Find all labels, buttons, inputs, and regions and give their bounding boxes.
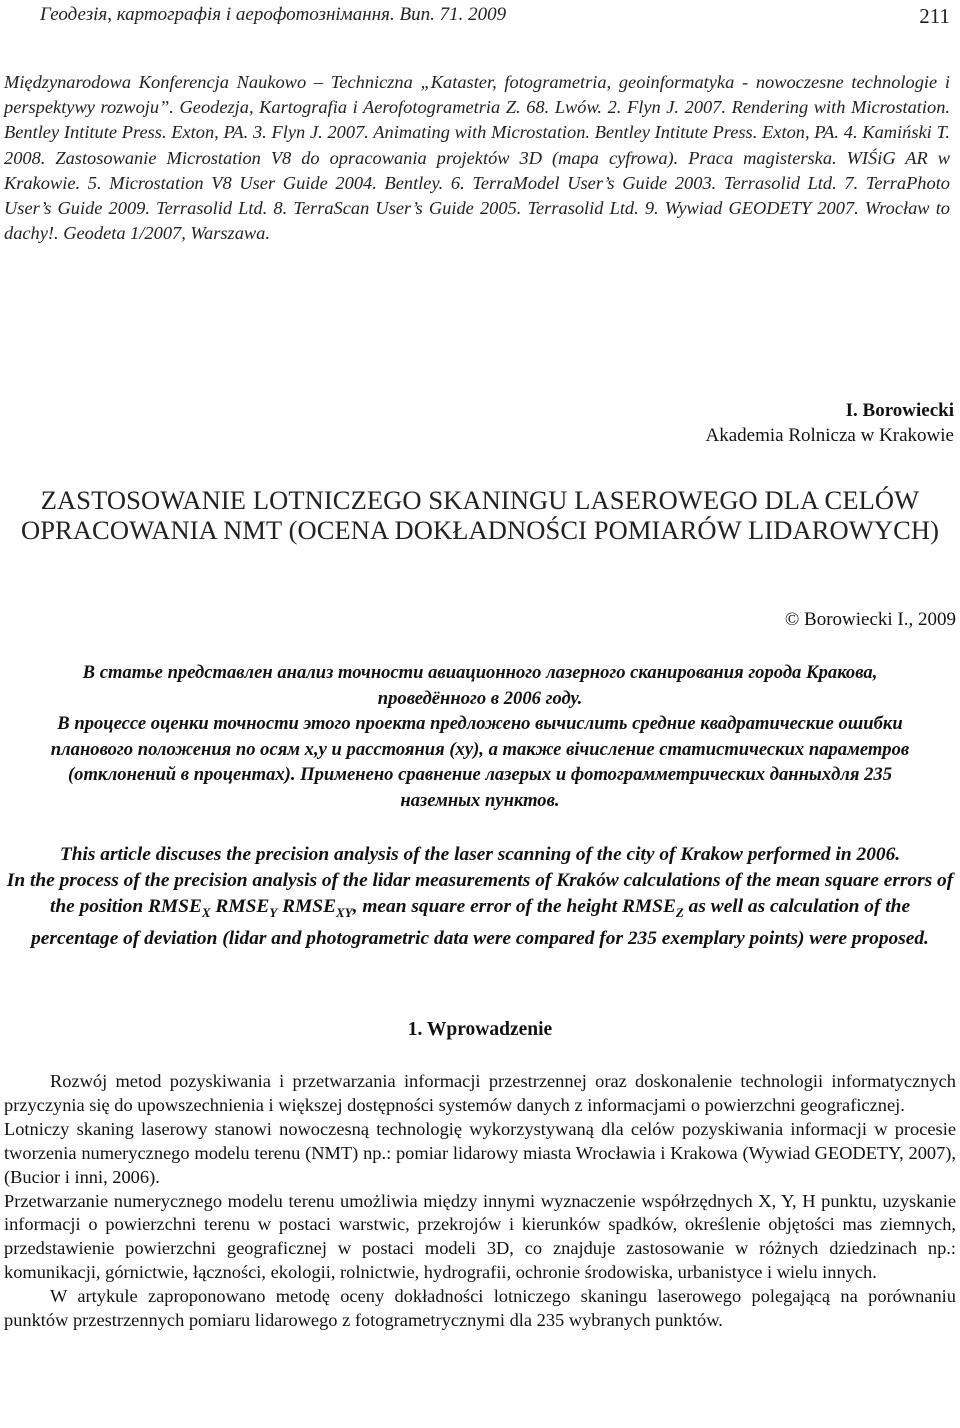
abstract-en-text: , mean square error of the height RMSE <box>352 896 676 917</box>
page-number: 211 <box>919 4 950 28</box>
author-name: I. Borowiecki <box>845 400 954 421</box>
body-paragraph: Rozwój metod pozyskiwania i przetwarzania informacji przestrzennej oraz doskonalenie technologii informatycznych przyczynia się do upowszechnienia i większej dostępności systemów danych z informacjami o powierzchni geograficznej. <box>4 1071 956 1115</box>
copyright-line <box>0 609 960 631</box>
subscript-x: X <box>201 904 211 920</box>
subscript-y: Y <box>269 904 278 920</box>
abstract-en-text: RMSE <box>277 896 337 917</box>
abstract-en-text: In the process of the precision analysis of the lidar measurements of Kraków calculations of the mean square errors of the position RMSE <box>6 870 954 917</box>
subscript-xy: XY <box>336 904 353 920</box>
abstract-en-paragraph: This article discuses the precision analysis of the laser scanning of the city of Krakow performed in 2006. <box>59 844 901 865</box>
body-paragraph: Lotniczy skaning laserowy stanowi nowoczesną technologię wykorzystywaną dla celów pozyskiwania informacji w procesie tworzenia numerycznego modelu terenu (NMT) np.: pomiar lidarowy miasta Wrocławia i Krakowa (Wywiad GEODETY, 2007), (Bucior i inni, 2006). <box>4 1118 956 1187</box>
subscript-z: Z <box>675 904 684 920</box>
article-title: ZASTOSOWANIE LOTNICZEGO SKANINGU LASEROWEGO DLA CELÓW OPRACOWANIA NMT (OCENA DOKŁADNOŚCI POMIARÓW LIDAROWYCH) <box>20 485 940 545</box>
copyright-symbol: © <box>784 609 800 630</box>
author-affiliation: Akademia Rolnicza w Krakowie <box>705 425 954 446</box>
copyright-name: Borowiecki I. <box>804 609 909 630</box>
copyright-year: , 2009 <box>908 609 956 630</box>
references-continuation: Międzynarodowa Konferencja Naukowo – Techniczna „Kataster, fotogrametria, geoinformatyka - nowoczesne technologie i perspektywy rozwoju”. Geodezja, Kartografia i Aerofotogrametria Z. 68. Lwów. 2. Flyn J. 2007. Rendering with Microstation. Bentley Intitute Press. Exton, PA. 3. Flyn J. 2007. Animating with Microstation. Bentley Intitute Press. Exton, PA. 4. Kamiński T. 2008. Zastosowanie Microstation V8 do opracowania projektów 3D (mapa cyfrowa). Praca magisterska. WIŚiG AR w Krakowie. 5. Microstation V8 User Guide 2004. Bentley. 6. TerraModel User’s Guide 2003. Terrasolid Ltd. 7. TerraPhoto User’s Guide 2009. Terrasolid Ltd. 8. TerraScan User’s Guide 2005. Terrasolid Ltd. 9. Wywiad GEODETY 2007. Wrocław to dachy!. Geodeta 1/2007, Warszawa. <box>4 72 950 244</box>
abstract-ru-paragraph: В статье представлен анализ точности авиационного лазерного сканирования города Кракова, проведённого в 2006 году. <box>82 662 878 709</box>
abstract-en-paragraph <box>6 868 954 952</box>
body-paragraph: W artykule zaproponowano metodę oceny dokładności lotniczego skaningu laserowego polegającą na porównaniu punktów przestrzennych pomiaru lidarowego z fotogrametrycznymi dla 235 wybranych punktów. <box>4 1286 956 1331</box>
author-block <box>0 398 960 448</box>
section-heading: 1. Wprowadzenie <box>407 1019 553 1040</box>
journal-title: Геодезія, картографія і аерофотознімання. Вип. 71. 2009 <box>40 4 507 25</box>
abstract-en-text: RMSE <box>210 896 270 917</box>
abstract-english <box>0 842 960 952</box>
body-paragraph: Przetwarzanie numerycznego modelu terenu umożliwia między innymi wyznaczenie współrzędnych X, Y, H punktu, uzyskanie informacji o powierzchni terenu w postaci warstwic, przekrojów i kierunków spadków, określenie objętości mas ziemnych, przedstawienie powierzchni geograficznej w postaci modeli 3D, co znajduje zastosowanie w różnych dziedzinach np.: komunikacji, górnictwie, łączności, ekologii, rolnictwie, hydrografii, ochronie środowiska, urbanistyce i wielu innych. <box>4 1190 956 1283</box>
section-body <box>0 1070 960 1333</box>
abstract-en-text: as well as calculation of the percentage of deviation (lidar and photogrametric data were compared for 235 exemplary points) were proposed. <box>31 896 929 949</box>
abstract-russian <box>0 660 960 813</box>
abstract-ru-paragraph: В процессе оценки точности этого проекта предложено вычислить средние квадратические ошибки планового положения по осям x,y и расстояния (xy), а также вічисление статистических параметров (отклонений в процентах). Применено сравнение лазерых и фотограмметрических данныхдля 235 наземных пунктов. <box>50 713 910 811</box>
